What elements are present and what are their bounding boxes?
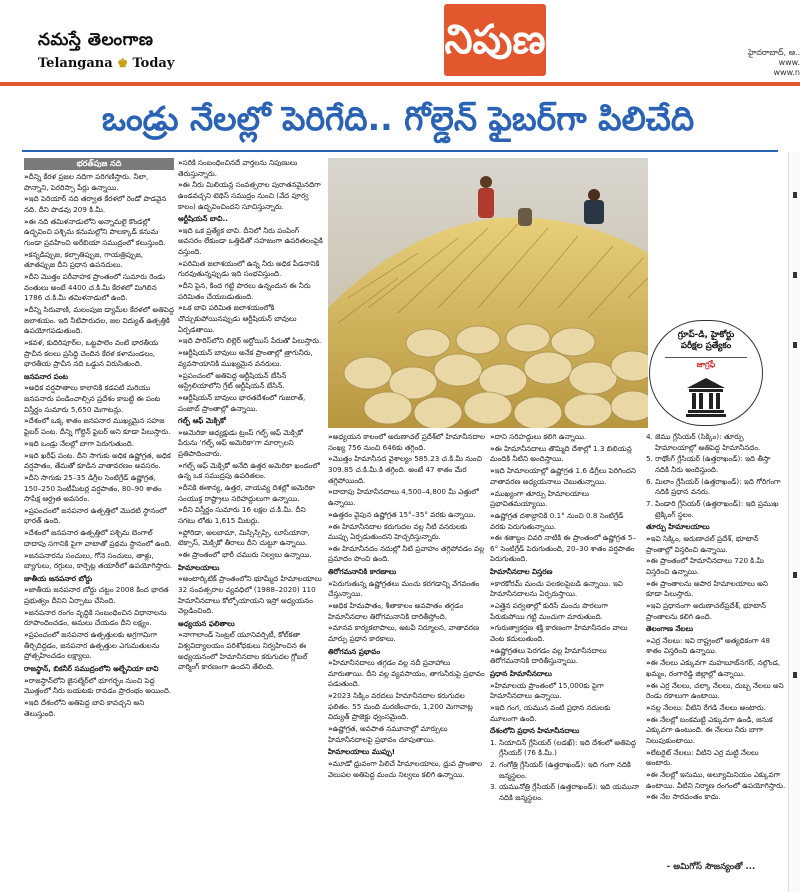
paragraph: » ప్రపంచంలో జనపనార ఉత్పత్తిలో మొదటి స్థానంలో భారత్ ఉంది. — [24, 506, 174, 527]
paragraph: » ఆర్టీషియన్ బావులు భారతదేశంలో గుజరాత్, పంజాబ్ ప్రాంతాల్లో ఉన్నాయి. — [178, 393, 324, 414]
paragraph: » ఈ ప్రాంతంలో భారీ చమురు నిల్వలు ఉన్నాయి. — [178, 550, 324, 561]
paragraph: » జనపనార రంగం వృద్ధికి సంబంధించిన విధానాలను రూపొందించడం, అమలు చేయడం దీని లక్ష్యం. — [24, 608, 174, 629]
paragraph: » నాగాలాండ్ సెంట్రల్ యూనివర్సిటీ, కోల్‌కతా విశ్వవిద్యాలయం పరిశోధకులు నిర్వహించిన ఈ అధ్యయనంలో హిమానీనదాల కరుగుదల గ్లోబల్ వార్మింగ్ కారణంగా ఉందని తేలింది. — [178, 630, 324, 672]
subheading: జాతీయ జనపనార బోర్డు — [24, 573, 93, 583]
column-3-paras — [328, 432, 486, 565]
paragraph: » పెరుగుతున్న ఉష్ణోగ్రతలు మంచు కరగడాన్ని వేగవంతం చేస్తున్నాయి. — [328, 579, 486, 600]
paragraph: » ఉత్తరం వైపున ఉష్ణోగ్రత 15°–35° వరకు ఉన్నాయి. — [328, 510, 486, 521]
paragraph: » ఇవి ప్రధానంగా అరుణాచల్‌ప్రదేశ్, భూటాన్ ప్రాంతాలను కలిగి ఉంది. — [646, 601, 786, 622]
paragraph: 1. సియాచిన్ గ్లేసియర్ (లడఖ్): ఇది దేశంలో అతిపెద్ద గ్లేసియర్ (76 కి.మీ.) — [490, 737, 636, 758]
paragraph: » 2023 సిక్కిం వరదలు హిమానీనదాల కరుగుదల ఫలితం. 55 మంది మరణించారు, 1,200 మెగావాట్ల విద్యుత్ ప్రాజెక్టు ధ్వంసమైంది. — [328, 691, 486, 723]
column-1-paras3 — [24, 585, 174, 662]
paragraph: » ఇవి సిక్కిం, అరుణాచల్ ప్రదేశ్, భూటాన్ ప్రాంతాల్లో విస్తరించి ఉన్నాయి. — [646, 534, 786, 555]
paragraph: » ఈ ప్రాంతంలో హిమానీనదాలు 720 కి.మీ విస్తరించి ఉన్నాయి. — [646, 556, 786, 577]
web-line-2: www.n — [773, 68, 800, 77]
paragraph: » ఈ శతాబ్దం చివరి నాటికి ఈ ప్రాంతంలో ఉష్ణోగ్రత 5–6° సెంటిగ్రేడ్ పెరుగుతుంది, 20–30 శాతం వర్షపాతం పెరుగుతుంది. — [490, 533, 640, 565]
masthead — [0, 0, 800, 82]
column-2-paras — [178, 158, 324, 212]
paragraph: » ఈ నేలల్లో బంకమట్టి ఎక్కువగా ఉండి, జనుక ఎక్కువగా ఉంటుంది. ఈ నేలలు నీరు బాగా నిలుపుకుంటాయి. — [646, 715, 786, 747]
column-5-list — [646, 432, 786, 520]
badge-line-1-text: గ్రూప్-డి, హైకోర్టు — [677, 330, 735, 340]
paragraph: » ఈ నది తమిళనాడులోని అన్నామలై కొండల్లో ఉద్భవించి పశ్చిమ కనుమల్లోని పాలక్కాడ్ కనుమ గుండా ప్రవహించి అరేబియా సముద్రంలో కలుస్తుంది. — [24, 217, 174, 249]
column-5-paras2 — [646, 636, 786, 803]
paragraph: 7. పిండారి గ్లేసియర్ (ఉత్తరాఖండ్): ఇది ప్రముఖ ట్రెక్కింగ్ స్థలం. — [646, 499, 779, 519]
badge-divider — [665, 357, 747, 358]
brand-english-1: Telangana — [38, 56, 113, 71]
column-4-paras2 — [490, 579, 640, 667]
column-5 — [646, 432, 786, 860]
column-5-paras — [646, 534, 786, 622]
paragraph: » దీని మొత్తం పరీవాహక ప్రాంతంలో సుమారు రెండు వంతులు అంటే 4400 చ.కి.మీ కేరళలో మిగిలిన 1786 చ.కి.మీ తమిళనాడులో ఉంది. — [24, 272, 174, 304]
paragraph: » జనపనారను సంచులు, గోనె సంచులు, తాళ్లు, బ్యాగులు, రగ్గులు, కార్పెట్ల తయారీలో ఉపయోగిస్తారు. — [24, 551, 174, 572]
subheading: జనపనార పంట — [24, 371, 68, 381]
column-4-paras — [490, 432, 640, 565]
edge-mark — [793, 572, 797, 578]
paragraph: » దేశంలో ఒక్క శాతం జనపనార ముఖ్యమైన సహజ ఫైబర్ పంట. దీన్ని గోల్డెన్ ఫైబర్ అని కూడా పిలుస్తారు. — [24, 416, 174, 437]
subheading: హిమాలయాలు ముప్పు! — [328, 747, 396, 757]
column-2-paras4 — [178, 574, 324, 616]
column-1-paras — [24, 172, 174, 370]
paragraph: » దీని విస్తీర్ణం సుమారు 16 లక్షల చ.కి.మీ. దీని సగటు లోతు 1,615 మీటర్లు. — [178, 505, 324, 526]
subheading: రాజస్థాన్, బికనీర్ సముద్రంలోని అల్బేనియా బావి — [24, 663, 159, 673]
paragraph: » రాజస్థాన్‌లోని జైసల్మేర్‌లో భూగర్భం నుంచి పెద్ద మొత్తంలో నీరు బయటకు రావడం ప్రారంభం అయింది. — [24, 676, 174, 697]
section-title: నిపుణ — [444, 4, 546, 76]
paragraph: » ఈ హిమానీనదం నదుల్లో నీటి ప్రవాహం తగ్గిపోవడం వల్ల ప్రమాదం పొంచి ఉంది. — [328, 544, 486, 565]
paragraph: » ఒక బావి పరిమిత జలాశయంలోకి చొచ్చుకుపోయినప్పుడు ఆర్టీషియన్ బావులు ఏర్పడతాయి. — [178, 303, 324, 335]
subheading: తెలంగాణ నేలలు — [646, 624, 694, 634]
paragraph: » ఈ హిమానీనదాలు తొమ్మిది దేశాల్లో 1.3 బిలియన్ల మందికి నీటిని అందిస్తాయి. — [490, 444, 640, 465]
paragraph: » ఈ నేలల్లో ఇనుము, అల్యూమినియం ఎక్కువగా ఉంటాయి. వీటిని నిర్మాణ రంగంలో ఉపయోగిస్తారు. — [646, 770, 786, 791]
paragraph: » గురుత్వాకర్షణ శక్తి కారణంగా హిమానీనదం వాలు వెంట కదులుతుంది. — [490, 623, 640, 644]
paragraph: » జాతీయ జనపనార బోర్డు చట్టం 2008 కింద భారత ప్రభుత్వం దీనిని ఏర్పాటు చేసింది. — [24, 585, 174, 606]
paragraph: » ఇది హిమాలయాల్లో ఉష్ణోగ్రత 1.6 డిగ్రీలు పెరిగిందని వాతావరణ అధ్యయనాలు చెబుతున్నాయి. — [490, 466, 640, 487]
paragraph: » దీనికి ఈశాన్య, ఉత్తర, వాయవ్య దిశల్లో అమెరికా సంయుక్త రాష్ట్రాలు సరిహద్దులుగా ఉన్నాయి. — [178, 483, 324, 504]
paragraph: 5. రాథోంగ్ గ్లేసియర్ (ఉత్తరాఖండ్): ఇది తీస్తా నదికి నీరు అందిస్తుంది. — [646, 454, 771, 474]
subheading: తూర్పు హిమాలయాలు — [646, 522, 710, 532]
paragraph: » ఉష్ణోగ్రతలు పెరగడం వల్ల హిమానీనదాలు తిరోగమనానికి దారితీస్తున్నాయి. — [490, 646, 640, 667]
badge-line-2-text: పరీక్షల ప్రత్యేకం — [680, 341, 732, 351]
edge-mark — [793, 192, 797, 198]
column-3-paras4 — [328, 759, 486, 780]
subheading: తిరోగమన ప్రభావం — [328, 646, 381, 656]
exam-special-badge — [647, 320, 787, 426]
subheading: ఆర్టీషియన్ బావి.. — [178, 214, 228, 224]
paragraph: 3. యమునోత్రి గ్లేసియర్ (ఉత్తరాఖండ్): ఇది యమునా నదికి జన్మస్థలం. — [490, 782, 640, 803]
paragraph: » ఈ ప్రాంతాలను అపార హిమాలయాలు అని కూడా పిలుస్తారు. — [646, 579, 786, 600]
dateline-text: హైదరాబాద్, ఆ.. — [748, 48, 800, 57]
paragraph: » ఫ్లోరిడా, అలబామా, మిస్సిస్సిప్పి, లూసియానా, టెక్సాస్, మెక్సికో తీరాలు దీని చుట్టూ ఉన్నాయి. — [178, 528, 324, 549]
byline: - అమిగోస్ సౌజన్యంతో ... — [666, 862, 756, 872]
subheading: హిమాలయాలు — [178, 562, 220, 572]
column-1 — [24, 158, 174, 878]
paragraph: » ఈ ఎర్ర నేలలు, చల్కా నేలలు, దుబ్బ నేలలు అని రెండు రకాలుగా ఉంటాయి. — [646, 681, 786, 702]
paragraph: » లేటరైట్ నేలలు: వీటిని ఎర్ర మట్టి నేలలు అంటారు. — [646, 748, 786, 769]
paragraph: » ఉష్ణోగ్రత, అవపాత నమూనాల్లో మార్పులు హిమానీనదాలపై ప్రభావం చూపుతాయి. — [328, 724, 486, 745]
paragraph: » దాదాపు హిమానీనదాలు 4,500–4,800 మీ ఎత్తులో ఉన్నాయి. — [328, 487, 486, 508]
paragraph: » కారకోరమ్ మంచు పలకలపైబడి ఉన్నాయి. ఇవి హిమానీనదాలను ఏర్పరుస్తాయి. — [490, 579, 640, 600]
headline-rule — [22, 150, 778, 152]
subheading: దేశంలోని ప్రధాన హిమానీనదాలు — [490, 726, 580, 736]
paragraph: » ఎత్తైన పర్వతాల్లో కురిసే మంచు పొరలుగా పేరుకుపోయి గట్టి మంచుగా మారుతుంది. — [490, 601, 640, 622]
column-4 — [490, 432, 640, 878]
paragraph: » ఈ నేల సారవంతం కాదు. — [646, 792, 786, 803]
paragraph: » అధిక హిమపాతం, శీతాకాలం అవపాతం తగ్గడం హిమానీనదాల తిరోగమనానికి దారితీస్తోంది. — [328, 601, 486, 622]
paragraph: » అధిక వర్షపాతాలు కాలానికి కడపటి మరియు జనపనారు పండించాల్సిన ప్రదేశం కాబట్టి ఈ పంట విస్తీర్ణం సుమారు 5,650 మెగాటన్లు. — [24, 383, 174, 415]
web-line-1: www. — [778, 58, 800, 67]
logo-emblem-icon: ♚ — [117, 56, 128, 70]
edge-mark — [793, 672, 797, 678]
brand-english-2: Today — [132, 56, 175, 71]
badge-line-1 — [653, 330, 759, 352]
paragraph: » అమెరికా అధ్యక్షుడు ట్రంప్ గల్ఫ్ ఆఫ్ మెక్సికో పేరును 'గల్ఫ్ ఆఫ్ అమెరికా'గా మార్చాలని ప్రతిపాదించారు. — [178, 428, 324, 460]
paragraph: » మూడో ధ్రువంగా పిలిచే హిమాలయాలు, ధ్రువ ప్రాంతాల వెలుపల అతిపెద్ద మంచు నిల్వలు కలిగి ఉన్నాయి. — [328, 759, 486, 780]
paragraph: 6. మిలాం గ్లేసియర్ (ఉత్తరాఖండ్): ఇది గోరిగంగా నదికి ప్రధాన వనరు. — [646, 476, 781, 497]
paragraph: » నల్ల నేలలు: వీటిని రేగడి నేలలు అంటారు. — [646, 703, 786, 714]
subheading: హిమానీనదాల విస్తరణ — [490, 567, 553, 577]
building-icon — [685, 376, 727, 418]
subheading: ప్రధాన హిమానీనదాలు — [490, 668, 552, 678]
paragraph: » ప్రపంచంలో జనపనార ఉత్పత్తులకు అగ్రగామిగా తీర్చిదిద్దడం, జనపనార ఉత్పత్తుల ఎగుమతులను ప్రోత్సహించడం లక్ష్యాలు. — [24, 630, 174, 662]
column-4-paras3 — [490, 681, 640, 725]
paragraph: » దీన్ని సిరువాణి, మలంపుజ డ్యామ్‌ల కేరళలో అతిపెద్ద జలాశయం. ఇది నీటిపారుదల, జల విద్యుత్ ఉత్పత్తికి ఉపయోగపడుతుంది. — [24, 305, 174, 337]
paragraph: » ఎర్ర నేలలు: ఇవి రాష్ట్రంలో అత్యధికంగా 48 శాతం విస్తరించి ఉన్నాయి. — [646, 636, 786, 657]
paragraph: » ఆర్టీషియన్ బావులు అనేక ప్రాంతాల్లో త్రాగునీరు, వ్యవసాయానికి ముఖ్యమైన వనరులు. — [178, 348, 324, 369]
column-3 — [328, 432, 486, 878]
edge-mark — [793, 342, 797, 348]
paragraph: 4. జెము గ్లేసియర్ (సిక్కిం): తూర్పు హిమాలయాల్లో అతిపెద్ద హిమానీనదం. — [646, 432, 761, 452]
paragraph: » దీని పైన, కింద గట్టి పొరలు ఉన్నందున ఈ నీరు పరిమితం చేయబడుతుంది. — [178, 281, 324, 302]
brand-english — [38, 56, 174, 71]
brand-telugu: నమస్తే తెలంగాణ — [38, 30, 154, 50]
subheading: తిరోగమనానికి కారణాలు — [328, 567, 397, 577]
column-2-paras3 — [178, 428, 324, 561]
paragraph: » అధ్యయన కాలంలో అరుణాచల్ ప్రదేశ్‌లో హిమానీనదాల సంఖ్య 756 నుంచి 646కు తగ్గింది. — [328, 432, 486, 453]
paragraph: » ఇది ఒక ప్రత్యేక బావి. దీనిలో నీరు పంపింగ్ అవసరం లేకుండా ఒత్తిడితో సహజంగా ఉపరితలంపైకి వస్తుంది. — [178, 226, 324, 258]
paragraph: » ముఖ్యంగా తూర్పు హిమాలయాలు ప్రభావితమయ్యాయి. — [490, 489, 640, 510]
column-3-paras2 — [328, 579, 486, 645]
paragraph: » మానవ కార్యకలాపాలు, అటవీ నిర్మూలన, వాతావరణ మార్పు ప్రధాన కారకాలు. — [328, 623, 486, 644]
newspaper-brand — [38, 30, 174, 71]
paragraph: » ఇది దేశంలోని అతిపెద్ద బావి కావచ్చని అని తెలుస్తుంది. — [24, 698, 174, 719]
paragraph: » ఈ హిమానీనదాల కరుగుదల వల్ల నీటి వనరులకు ముప్పు ఏర్పడుతుందని హెచ్చరిస్తున్నారు. — [328, 522, 486, 543]
column-1-paras4 — [24, 676, 174, 720]
paragraph: » దాని సరిహద్దులు కలిగి ఉన్నాయి. — [490, 432, 640, 443]
column-2-paras5 — [178, 630, 324, 672]
paragraph: » ఇది పెరియార్ నది తర్వాత కేరళలో రెండో పొడవైన నది. దీని పొడవు 209 కి.మీ. — [24, 194, 174, 215]
paragraph: » దీన్ని కేరళ ప్రజల నదిగా పరిగణిస్తారు. నీలా, పొన్నాని, పెరరిస్సా పేర్లు ఉన్నాయి. — [24, 172, 174, 193]
paragraph: » పరిమిత జలాశయంలో ఉన్న నీరు అధిక పీడనానికి గురవుతున్నప్పుడు ఇది సంభవిస్తుంది. — [178, 259, 324, 280]
paragraph: » హిమాలయ ప్రాంతంలో 15,000కు పైగా హిమానీనదాలు ఉన్నాయి. — [490, 681, 640, 702]
main-headline: ఒండ్రు నేలల్లో పెరిగేది.. గోల్డెన్ ఫైబర్‌గా పిలిచేది — [101, 99, 695, 138]
column-2 — [178, 158, 324, 878]
accent-divider — [0, 82, 800, 86]
paragraph: » దీని సాగుకు 25–35 డిగ్రీల సెంటిగ్రేడ్ ఉష్ణోగ్రత, 150–250 సెంటీమీటర్ల వర్షపాతం, 80–90 శాతం సాపేక్ష ఆర్ద్రత అవసరం. — [24, 473, 174, 505]
subheading: అధ్యయన ఫలితాలు — [178, 618, 235, 628]
badge-line-3: జాగ్రఫీ — [696, 360, 716, 369]
adjacent-page-edge — [788, 152, 800, 892]
paragraph: » ఉష్ణోగ్రత దశాబ్దానికి 0.1° నుంచి 0.8 సెంటిగ్రేడ్ వరకు పెరుగుతున్నాయి. — [490, 511, 640, 532]
column-2-paras2 — [178, 226, 324, 414]
subheading: గల్ఫ్ ఆఫ్ మెక్సికో — [178, 416, 226, 426]
paragraph: » ఇది గంగ, యమున వంటి ప్రధాన నదులకు మూలంగా ఉంది. — [490, 703, 640, 724]
paragraph: » ఇది ఒండ్రు నేలల్లో బాగా పెరుగుతుంది. — [24, 439, 174, 450]
paragraph: » గల్ఫ్ ఆఫ్ మెక్సికో అనేది ఉత్తర అమెరికా ఖండంలో ఉన్న ఒక సముద్రపు ఉపరితలం. — [178, 461, 324, 482]
paragraph: » సరికి సంబంధించినదే వార్తలను నిపుణులు తెరుస్తున్నారు. — [178, 158, 324, 179]
paragraph: » హిమానీనదాలు తగ్గడం వల్ల నదీ ప్రవాహాలు మారుతాయి. దీని వల్ల వ్యవసాయం, తాగునీరుపై ప్రభావం పడుతుంది. — [328, 658, 486, 690]
date-line — [748, 48, 800, 78]
column-3-paras3 — [328, 658, 486, 745]
column-1-paras2 — [24, 383, 174, 571]
jute-harvest-photo — [328, 158, 648, 428]
paragraph: » ఈ నేలలు ఎక్కువగా మహబూబ్‌నగర్, నల్గొండ, ఖమ్మం, రంగారెడ్డి జిల్లాల్లో ఉన్నాయి. — [646, 658, 786, 679]
paragraph: » ఇది పారిస్‌లోని లిల్లెర్ ఆర్టోయిస్ పేరుతో పిలుస్తారు. — [178, 336, 324, 347]
paragraph: » అంటార్కిటిక్ ప్రాంతంలోని భూమ్మీద హిమాలయాలు 32 సంవత్సరాల వ్యవధిలో (1988–2020) 110 హిమానీనదాలు కోల్పోయాయని ఇస్రో అధ్యయనం వెల్లడించింది. — [178, 574, 324, 616]
paragraph: » దేశంలో జనపనార ఉత్పత్తిలో పశ్చిమ బెంగాల్ దాదాపు సగానికి పైగా వాటాతో ప్రథమ స్థానంలో ఉంది. — [24, 528, 174, 549]
paragraph: » ఇది ఖరీఫ్ పంట. దీని సాగుకు అధిక ఉష్ణోగ్రత, అధిక వర్షపాతం, తేమతో కూడిన వాతావరణం అవసరం. — [24, 451, 174, 472]
paragraph: » కవళ, కుదిరిపూర్‌ల, ఒట్టపాలెం వంటి భారతీయ ప్రాచీన కలలు ప్రసిద్ధి చెందిన కేరళ కళామండలం, భారతీయ ప్రాచీన నది ఒడ్డున విరుసితుంది. — [24, 338, 174, 370]
paragraph: 2. గంగోత్రి గ్లేసియర్ (ఉత్తరాఖండ్): ఇది గంగా నదికి జన్మస్థలం. — [490, 760, 631, 780]
paragraph: » మొత్తం హిమానీనద వైశాల్యం 585.23 చ.కి.మీ నుంచి 309.85 చ.కి.మీ.కి తగ్గింది. అంటే 47 శాతం మేర తగ్గిపోయింది. — [328, 454, 486, 486]
paragraph: » కన్నడిప్పుజ, కల్పాతిప్పుజ, గాయత్రిప్పుజ, తూతప్పుజ దీని ప్రధాన ఉపనదులు. — [24, 250, 174, 271]
section-heading: భరత్‌పుజ నది — [24, 158, 174, 170]
paragraph: » ప్రపంచంలో అతిపెద్ద ఆర్టీషియన్ బేసిన్ ఆస్ట్రేలియాలోని గ్రేట్ ఆర్టీషియన్ బేసిన్. — [178, 371, 324, 392]
edge-mark — [793, 272, 797, 278]
column-4-list — [490, 738, 640, 804]
paragraph: » ఈ నీరు మిలియన్ల సంవత్సరాల పురాతనమైనదిగా ఉండవచ్చని టెథిస్ సముద్రం నుంచి (వేద పూర్వ కాలం) ఉద్భవించిందని సూచిస్తున్నారు. — [178, 180, 324, 212]
